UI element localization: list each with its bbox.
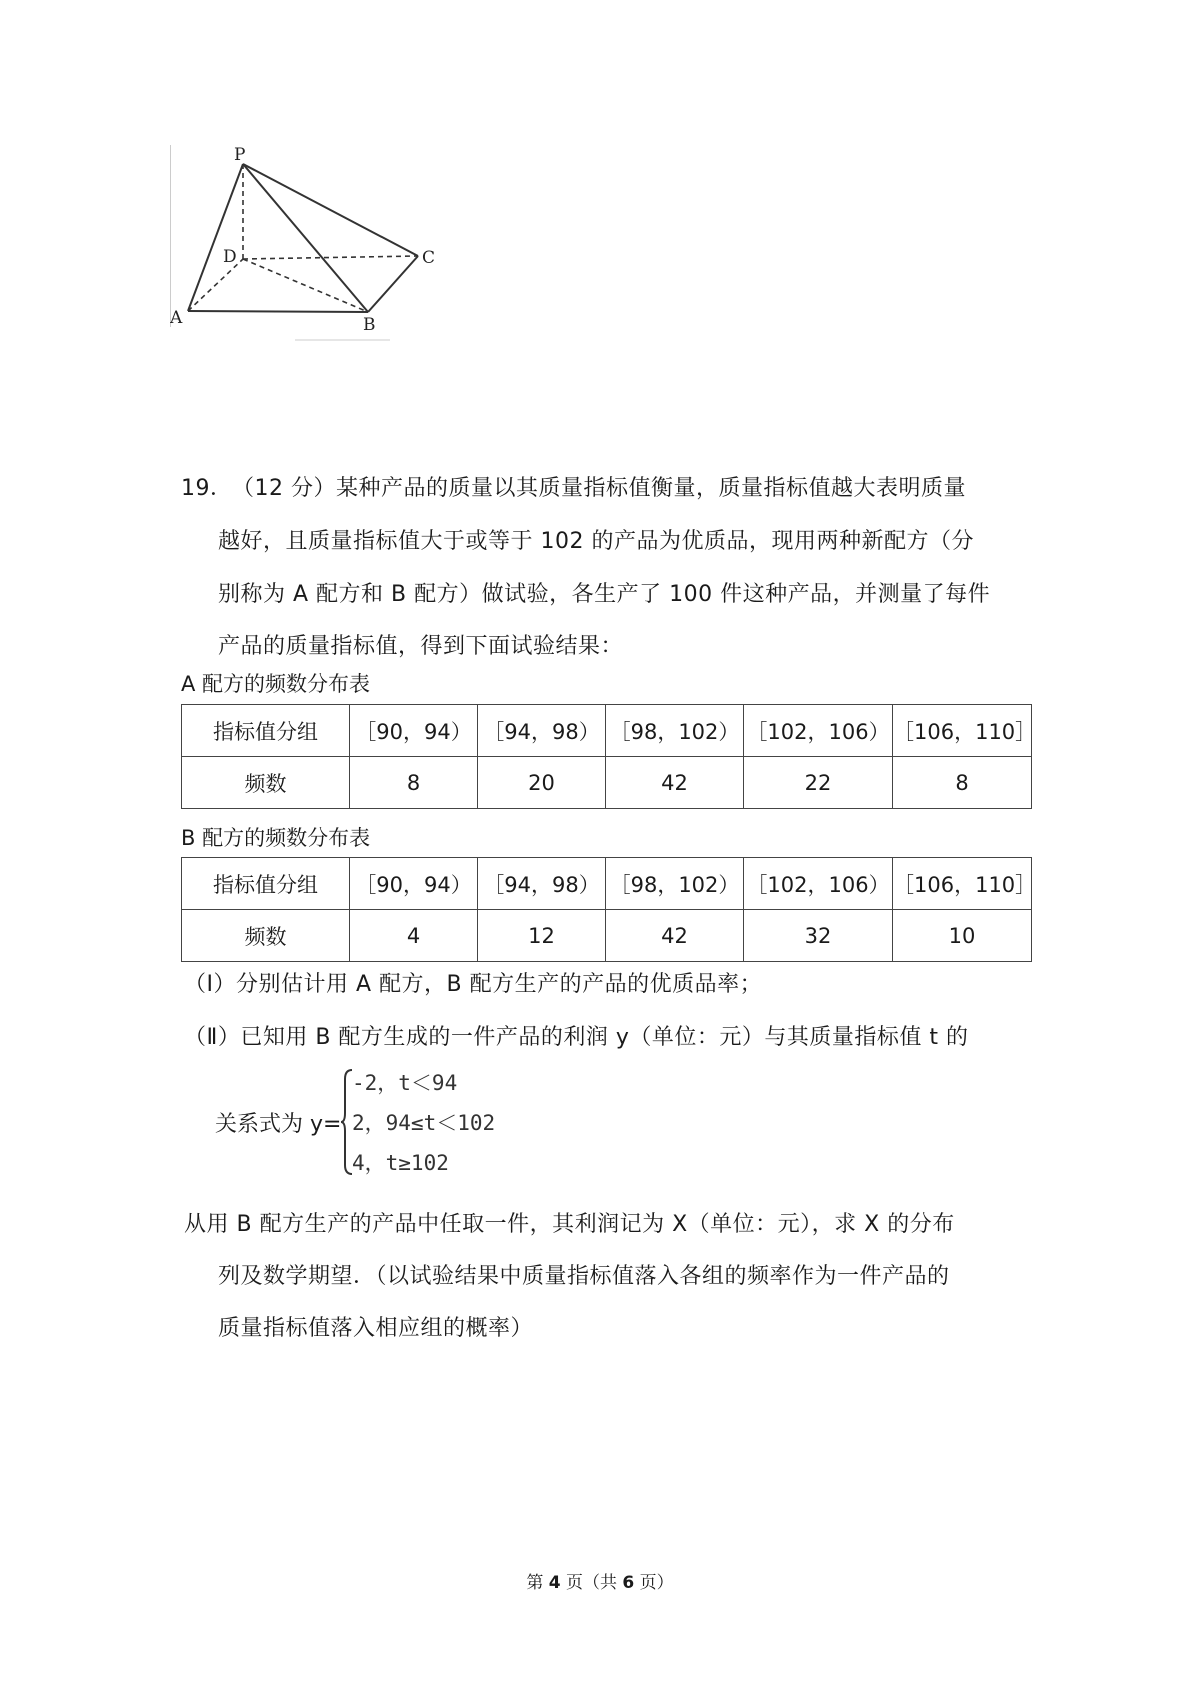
formula-label: 关系式为 y= xyxy=(215,1112,342,1137)
table-header-cell: ［94，98） xyxy=(478,858,606,910)
vertex-label-a: A xyxy=(170,308,183,328)
footer-total-pages: 6 xyxy=(622,1573,635,1593)
table-cell: 4 xyxy=(350,910,478,962)
part-2-after-line-2: 列及数学期望．（以试验结果中质量指标值落入各组的频率作为一件产品的 xyxy=(218,1264,950,1289)
formula-case-3: 4，t≥102 xyxy=(352,1151,449,1175)
vertex-label-c: C xyxy=(422,248,436,268)
table-cell: 8 xyxy=(893,757,1032,809)
table-header-cell: ［106，110］ xyxy=(893,858,1032,910)
table-cell: 12 xyxy=(478,910,606,962)
table-b-frequency-row xyxy=(182,910,1032,962)
footer-prefix: 第 xyxy=(526,1573,549,1593)
table-cell: 42 xyxy=(606,757,744,809)
edge-pc xyxy=(243,164,418,256)
question-number: 19． xyxy=(181,476,233,501)
edge-pb xyxy=(243,164,368,312)
question-line-1: （12 分）某种产品的质量以其质量指标值衡量，质量指标值越大表明质量 xyxy=(232,476,966,501)
table-a-title: A 配方的频数分布表 xyxy=(181,672,371,696)
footer-page-number: 4 xyxy=(548,1573,561,1593)
table-header-cell: ［90，94） xyxy=(350,858,478,910)
table-a-header-row xyxy=(182,705,1032,757)
footer-suffix: 页） xyxy=(634,1573,674,1593)
question-line-2: 越好，且质量指标值大于或等于 102 的产品为优质品，现用两种新配方（分 xyxy=(218,529,974,554)
part-2-line-1: （Ⅱ）已知用 B 配方生成的一件产品的利润 y（单位：元）与其质量指标值 t 的 xyxy=(184,1025,969,1050)
pyramid-figure xyxy=(170,145,470,365)
question-line-4: 产品的质量指标值，得到下面试验结果： xyxy=(218,634,624,659)
table-header-cell: 指标值分组 xyxy=(182,705,350,757)
table-header-cell: ［94，98） xyxy=(478,705,606,757)
formula-case-2: 2，94≤t＜102 xyxy=(352,1111,496,1135)
table-header-cell: ［102，106） xyxy=(744,705,893,757)
table-a-frequency-row xyxy=(182,757,1032,809)
table-cell: 20 xyxy=(478,757,606,809)
part-2-after-line-1: 从用 B 配方生产的产品中任取一件，其利润记为 X（单位：元），求 X 的分布 xyxy=(184,1212,955,1237)
table-cell: 42 xyxy=(606,910,744,962)
question-line-3: 别称为 A 配方和 B 配方）做试验，各生产了 100 件这种产品，并测量了每件 xyxy=(218,582,991,607)
table-cell: 22 xyxy=(744,757,893,809)
table-row-label: 频数 xyxy=(182,910,350,962)
vertex-label-p: P xyxy=(234,145,246,165)
edge-pa xyxy=(188,164,243,311)
vertex-label-b: B xyxy=(363,315,376,335)
page-footer xyxy=(0,1568,1200,1593)
table-header-cell: ［106，110］ xyxy=(893,705,1032,757)
table-header-cell: ［98，102） xyxy=(606,858,744,910)
table-a xyxy=(181,704,1037,809)
table-header-cell: ［98，102） xyxy=(606,705,744,757)
part-1: （Ⅰ）分别估计用 A 配方，B 配方生产的产品的优质品率； xyxy=(184,972,763,997)
table-cell: 32 xyxy=(744,910,893,962)
table-b-title: B 配方的频数分布表 xyxy=(181,826,371,850)
table-cell: 8 xyxy=(350,757,478,809)
table-header-cell: 指标值分组 xyxy=(182,858,350,910)
edge-bc xyxy=(368,256,418,312)
footer-middle: 页（共 xyxy=(560,1573,623,1593)
table-b-header-row xyxy=(182,858,1032,910)
table-b xyxy=(181,857,1037,962)
edge-dc xyxy=(243,256,418,259)
formula-case-1: -2，t＜94 xyxy=(352,1071,458,1095)
table-header-cell: ［102，106） xyxy=(744,858,893,910)
table-row-label: 频数 xyxy=(182,757,350,809)
table-header-cell: ［90，94） xyxy=(350,705,478,757)
vertex-label-d: D xyxy=(223,247,237,267)
table-cell: 10 xyxy=(893,910,1032,962)
edge-db xyxy=(243,259,368,312)
edge-ab xyxy=(188,311,368,312)
part-2-after-line-3: 质量指标值落入相应组的概率） xyxy=(218,1316,534,1341)
